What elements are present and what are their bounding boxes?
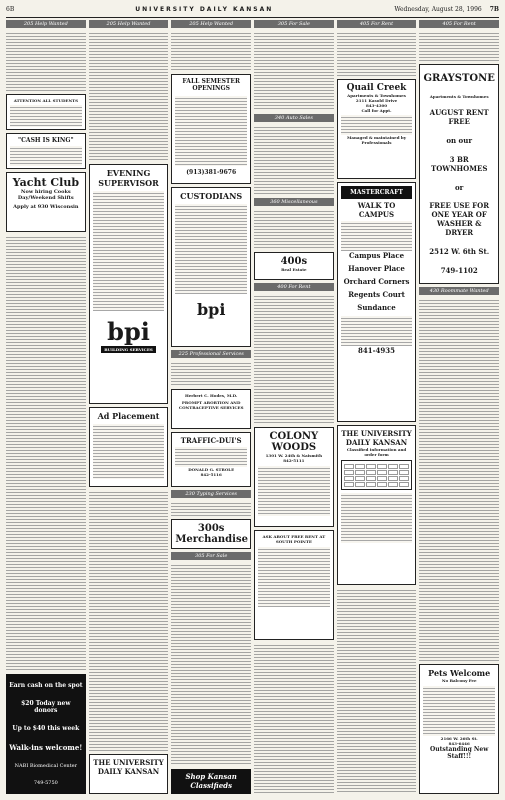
- custodians-title: CUSTODIANS: [180, 191, 243, 201]
- section-header-help-wanted-2: 205 Help Wanted: [89, 20, 169, 28]
- merchandise-box: [171, 519, 251, 549]
- orchard-corners: Orchard Corners: [343, 277, 410, 286]
- masthead: [6, 4, 499, 18]
- traffic-phone: 842-5116: [200, 472, 222, 477]
- pets-subtitle: No Balcony Fee: [441, 678, 477, 683]
- column-1: [6, 20, 86, 794]
- fall-semester-ad: [171, 74, 251, 184]
- class-form-info: Classified information and order form: [346, 447, 407, 457]
- bpi-logo: bpi: [107, 317, 150, 346]
- colony-woods-addr: 1301 W. 24th & Naismith: [265, 453, 323, 458]
- section-header-help-wanted-3: 205 Help Wanted: [171, 20, 251, 28]
- real-estate-box: [254, 252, 334, 280]
- column-2: [89, 20, 169, 794]
- ad-placement-title: Ad Placement: [97, 411, 160, 421]
- quail-creek-bottom: Managed & maintained by Professionals: [347, 135, 407, 145]
- custodians-bpi-logo: bpi: [196, 300, 226, 319]
- quail-creek-subtitle: Apartments & Townhomes: [347, 93, 406, 98]
- ad-text-block: [89, 490, 169, 751]
- nabi-walkins: Walk-ins welcome!: [9, 742, 83, 752]
- hanover-place: Hanover Place: [348, 264, 405, 273]
- walk-to-campus: WALK TO CAMPUS: [357, 201, 396, 219]
- colony-woods-phone: 842-5111: [283, 458, 305, 463]
- section-header-typing: 230 Typing Services: [171, 490, 251, 498]
- shop-kansan-ad: [171, 769, 251, 794]
- graystone-promo-5: FREE USE FOR ONE YEAR OF WASHER & DRYER: [429, 201, 490, 238]
- kansan-promo: [89, 754, 169, 794]
- fall-semester-title: FALL SEMESTER OPENINGS: [182, 78, 240, 92]
- nabi-earn: Earn cash on the spot: [9, 682, 83, 690]
- classified-columns: [6, 20, 499, 794]
- mastercraft-phone: 841-4935: [358, 346, 396, 355]
- nabi-week: Up to $40 this week: [12, 725, 80, 733]
- yacht-club-apply: Apply at 930 Wisconsin: [13, 204, 79, 210]
- nabi-phone: 749-5750: [33, 779, 58, 786]
- fall-semester-phone: (913)381-9676: [186, 169, 237, 176]
- masthead-title: UNIVERSITY DAILY KANSAN: [135, 6, 274, 13]
- quail-creek-title: Quail Creek: [346, 83, 407, 93]
- price-table: [341, 460, 413, 490]
- quail-creek-phone: 843-4300: [365, 103, 388, 108]
- attention-ad: [6, 94, 86, 130]
- graystone-promo-2: on our: [446, 136, 473, 146]
- column-5: [337, 20, 417, 794]
- ad-text-block: [6, 235, 86, 671]
- section-header-autos: 340 Auto Sales: [254, 114, 334, 122]
- section-header-misc: 360 Miscellaneous: [254, 198, 334, 206]
- classified-order-form: [337, 425, 417, 585]
- nabi-today: $20 Today new donors: [21, 700, 71, 715]
- ad-text-block: [89, 31, 169, 161]
- cash-king-ad: [6, 133, 86, 169]
- bpi-logo-sub: BUILDING SERVICES: [101, 346, 156, 353]
- nabi-name: NABI Biomedical Center: [14, 762, 77, 769]
- graystone-ad: [419, 64, 499, 284]
- cash-king-title: "CASH IS KING": [18, 137, 74, 144]
- ad-text-block: [171, 31, 251, 71]
- page-number-left: 6B: [6, 6, 15, 13]
- ad-placement-ad: [89, 407, 169, 487]
- custodians-ad: [171, 187, 251, 347]
- quail-creek-ad: [337, 79, 417, 179]
- nabi-ad: [6, 674, 86, 794]
- abortion-ad: [171, 389, 251, 429]
- mastercraft-title: MASTERCRAFT: [341, 186, 413, 199]
- merchandise-title: 300s Merchandise: [175, 523, 248, 545]
- herbert-name: Herbert C. Hodes, M.D.: [184, 393, 238, 398]
- ad-text-block: [6, 31, 86, 91]
- traffic-ad: [171, 432, 251, 487]
- bpi-evening-supervisor-ad: [89, 164, 169, 404]
- masthead-date: Wednesday, August 28, 1996: [394, 6, 482, 13]
- real-estate-400s: 400s: [280, 256, 308, 267]
- sundance: Sundance: [357, 303, 396, 312]
- graystone-sub: Apartments & Townhomes: [429, 93, 489, 99]
- real-estate-label: Real Estate: [281, 267, 307, 272]
- section-header-for-rent-3: 405 For Rent: [419, 20, 499, 28]
- south-pointe-phone: 843-6446: [448, 741, 470, 746]
- south-pointe-promo: ASK ABOUT FREE RENT AT SOUTH POINTE: [262, 534, 326, 544]
- outstanding-staff: Outstanding New Staff!!!: [430, 746, 489, 760]
- graystone-address: 2512 W. 6th St.: [429, 247, 490, 257]
- section-header-for-rent-2: 405 For Rent: [337, 20, 417, 28]
- class-form-title: THE UNIVERSITY DAILY KANSAN: [341, 429, 412, 447]
- colony-woods-title: COLONY WOODS: [269, 431, 319, 453]
- colony-woods-ad: [254, 427, 334, 527]
- graystone-phone: 749-1102: [440, 266, 478, 275]
- yacht-club-subtitle: Now hiring Cooks Day/Weekend Shifts: [17, 189, 74, 201]
- south-pointe-pets-ad: [419, 664, 499, 794]
- section-header-for-sale-2: 305 For Sale: [254, 20, 334, 28]
- shop-kansan-title: Shop Kansan Classifieds: [185, 772, 237, 790]
- column-4: [254, 20, 334, 794]
- section-header-for-rent: 400 For Rent: [254, 283, 334, 291]
- quail-creek-tag: Call for Appt.: [361, 108, 392, 113]
- section-header-help-wanted: 205 Help Wanted: [6, 20, 86, 28]
- mastercraft-ad: [337, 182, 417, 422]
- section-header-for-sale: 305 For Sale: [171, 552, 251, 560]
- kansan-promo-title: THE UNIVERSITY DAILY KANSAN: [93, 758, 164, 776]
- page-number-right: 7B: [489, 6, 499, 13]
- regents-court: Regents Court: [348, 290, 405, 299]
- south-pointe-ad: [254, 530, 334, 640]
- graystone-promo-3: 3 BR TOWNHOMES: [430, 154, 488, 173]
- pets-welcome: Pets Welcome: [428, 668, 491, 678]
- column-6: [419, 20, 499, 794]
- graystone-promo-1: AUGUST RENT FREE: [429, 108, 489, 127]
- attention-title: ATTENTION ALL STUDENTS: [13, 98, 78, 103]
- traffic-title: TRAFFIC-DUI'S: [180, 436, 242, 445]
- yacht-club-ad: [6, 172, 86, 232]
- south-pointe-address: 2166 W. 26th St.: [440, 736, 478, 741]
- graystone-promo-4: or: [455, 182, 464, 192]
- ad-text-block: [171, 361, 251, 386]
- section-header-professional: 225 Professional Services: [171, 350, 251, 358]
- quail-creek-address: 2111 Kasold Drive: [355, 98, 398, 103]
- yacht-club-title: Yacht Club: [12, 176, 80, 189]
- evening-supervisor-title: EVENING SUPERVISOR: [98, 168, 159, 188]
- column-3: [171, 20, 251, 794]
- traffic-name: DONALD G. STROLE: [188, 467, 235, 472]
- section-header-roommate: 430 Roommate Wanted: [419, 287, 499, 295]
- graystone-title: GRAYSTONE: [423, 72, 495, 84]
- campus-place: Campus Place: [348, 251, 405, 260]
- abortion-title: PROMPT ABORTION AND CONTRACEPTIVE SERVICES: [178, 400, 244, 410]
